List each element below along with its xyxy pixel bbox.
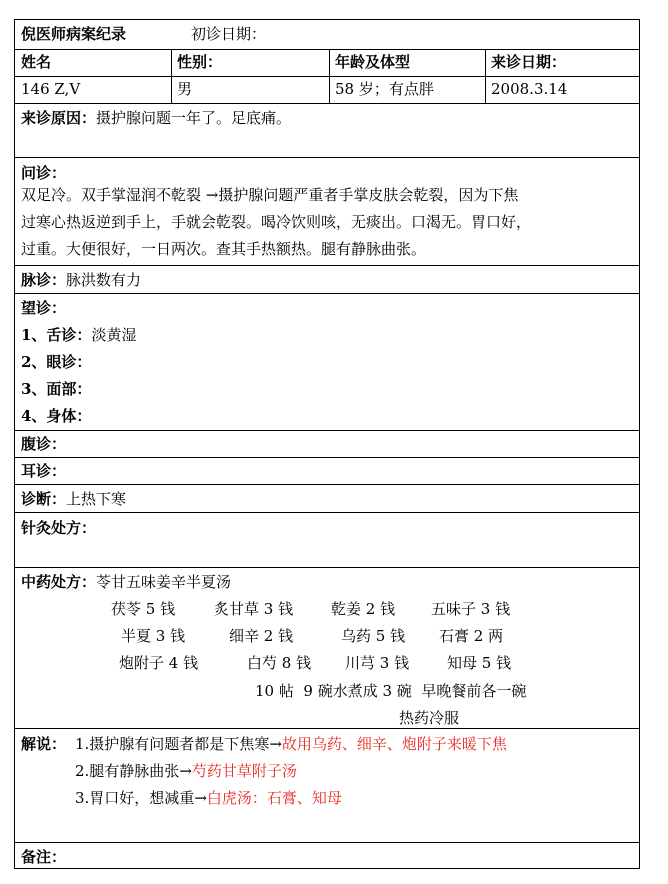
herb-item: 石膏 2 两 — [439, 627, 504, 645]
herb-item: 细辛 2 钱 — [229, 627, 294, 645]
face-line — [21, 380, 91, 398]
info-values-row — [15, 76, 639, 103]
header-row — [15, 20, 639, 49]
observation-item-label: 4、身体： — [21, 407, 92, 425]
explanation-text: 3.胃口好，想减重 — [75, 789, 195, 807]
visit-date-header: 来诊日期： — [491, 53, 567, 71]
explanation-remedy: 白虎汤：石膏、知母 — [206, 789, 342, 807]
acupuncture-label: 针灸处方： — [21, 519, 97, 537]
explanation-text: 1.摄护腺有问题者都是下焦寒 — [75, 735, 270, 753]
explanation-text: 2.腿有静脉曲张 — [75, 762, 180, 780]
pulse-label: 脉诊： — [21, 271, 67, 289]
pulse-section — [15, 265, 639, 293]
herb-item: 川芎 3 钱 — [345, 654, 410, 672]
explanation-section — [15, 728, 639, 842]
herbal-label: 中药处方： — [21, 573, 97, 591]
herb-item: 炙甘草 3 钱 — [214, 600, 294, 618]
inquiry-section — [15, 157, 639, 265]
diagnosis-line — [21, 490, 126, 508]
abdomen-label: 腹诊： — [21, 435, 67, 453]
herb-item: 知母 5 钱 — [447, 654, 512, 672]
column-divider — [171, 77, 172, 103]
gender-header: 性别： — [177, 53, 223, 71]
ear-label: 耳诊： — [21, 462, 67, 480]
age-value: 58 岁；有点胖 — [335, 80, 434, 98]
inquiry-line: 双足冷。双手掌湿润不乾裂 →摄护腺问题严重者手掌皮肤会乾裂，因为下焦 — [21, 186, 519, 204]
column-divider — [485, 77, 486, 103]
reason-text: 摄护腺问题一年了。足底痛。 — [96, 109, 292, 127]
gender-value: 男 — [177, 80, 193, 98]
herb-item: 五味子 3 钱 — [431, 600, 511, 618]
column-divider — [485, 50, 486, 76]
case-record-table — [14, 19, 640, 869]
observation-item-value: 淡黄湿 — [91, 326, 137, 344]
herb-item: 茯苓 5 钱 — [111, 600, 176, 618]
explanation-item — [75, 735, 507, 753]
explanation-label: 解说： — [21, 735, 67, 753]
herb-item: 白芍 8 钱 — [247, 654, 312, 672]
arrow-icon: → — [194, 789, 207, 807]
explanation-item — [75, 762, 297, 780]
pulse-text: 脉洪数有力 — [66, 271, 142, 289]
inquiry-line: 过寒心热返逆到手上，手就会乾裂。喝冷饮则咳，无痰出。口渴无。胃口好， — [21, 213, 532, 231]
observation-section — [15, 293, 639, 430]
inquiry-text — [21, 182, 633, 263]
first-visit-label: 初诊日期： — [191, 25, 267, 43]
patient-id: 146 Z,V — [21, 80, 81, 98]
abdomen-section — [15, 430, 639, 457]
herb-item: 半夏 3 钱 — [121, 627, 186, 645]
observation-item-label: 3、面部： — [21, 380, 92, 398]
arrow-icon: → — [269, 735, 282, 753]
reason-line — [21, 109, 291, 127]
arrow-icon: → — [179, 762, 192, 780]
herb-item: 乾姜 2 钱 — [331, 600, 396, 618]
inquiry-label: 问诊： — [21, 164, 67, 182]
herb-item: 乌药 5 钱 — [341, 627, 406, 645]
column-divider — [329, 77, 330, 103]
diagnosis-section — [15, 484, 639, 512]
acupuncture-section — [15, 512, 639, 567]
body-line — [21, 407, 91, 425]
observation-label: 望诊： — [21, 299, 67, 317]
herb-item: 炮附子 4 钱 — [119, 654, 199, 672]
inquiry-line: 过重。大便很好，一日两次。查其手热额热。腿有静脉曲张。 — [21, 240, 427, 258]
dosage-instruction: 10 帖 9 碗水煮成 3 碗 早晚餐前各一碗 — [255, 682, 527, 700]
herbal-section — [15, 567, 639, 728]
reason-section — [15, 103, 639, 157]
dosage-note: 热药冷服 — [399, 709, 460, 727]
column-divider — [329, 50, 330, 76]
info-header-row — [15, 49, 639, 76]
notes-label: 备注： — [21, 848, 67, 866]
observation-item-label: 1、舌诊： — [21, 326, 92, 344]
visit-date-value: 2008.3.14 — [491, 80, 568, 98]
explanation-remedy: 芍药甘草附子汤 — [191, 762, 297, 780]
pulse-line — [21, 271, 141, 289]
diagnosis-label: 诊断： — [21, 490, 67, 508]
reason-label: 来诊原因： — [21, 109, 97, 127]
diagnosis-text: 上热下寒 — [66, 490, 127, 508]
column-divider — [171, 50, 172, 76]
record-title: 倪医师病案纪录 — [21, 25, 127, 43]
herbal-heading — [21, 573, 231, 591]
notes-section — [15, 842, 639, 868]
explanation-remedy: 故用乌药、细辛、炮附子来暖下焦 — [281, 735, 507, 753]
name-header: 姓名 — [21, 53, 52, 71]
age-header: 年龄及体型 — [335, 53, 411, 71]
tongue-line — [21, 326, 136, 344]
ear-section — [15, 457, 639, 484]
herbal-formula: 苓甘五味姜辛半夏汤 — [96, 573, 232, 591]
eye-line — [21, 353, 91, 371]
explanation-item — [75, 789, 342, 807]
observation-item-label: 2、眼诊： — [21, 353, 92, 371]
